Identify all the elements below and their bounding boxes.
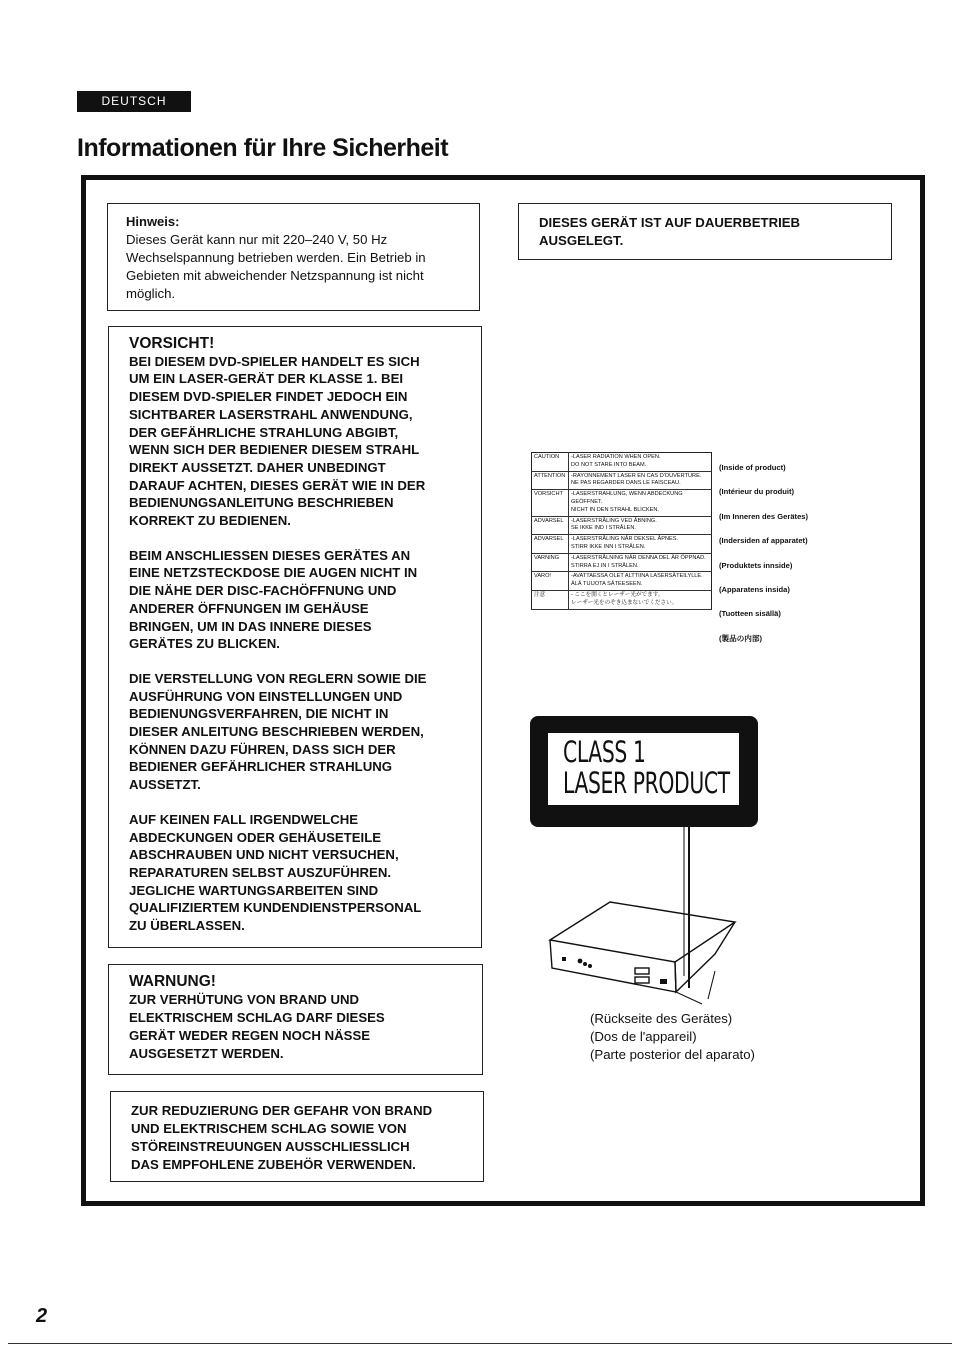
label-row: VORSICHT -LASERSTRAHLUNG, WENN ABDECKUNG GEÖFFNET. NICHT IN DEN STRAHL BLICKEN. [532,490,712,516]
label-row: VARNING -LASERSTRÅLNING NÄR DENNA DEL ÄR ÖPPNAD. STIRRA EJ IN I STRÅLEN. [532,553,712,572]
label-row: ATTENTION -RAYONNEMENT LASER EN CAS D'OUVERTURE. NE PAS REGARDER DANS LE FAISCEAU. [532,471,712,490]
hinweis-box [107,203,480,311]
hinweis-line: Dieses Gerät kann nur mit 220–240 V, 50 Hz [126,232,388,247]
vorsicht-paragraph: BEIM ANSCHLIESSEN DIESES GERÄTES AN EINE NETZSTECKDOSE DIE AUGEN NICHT IN DIE NÄHE DER DISC-FACHÖFFNUNG UND ANDERER ÖFFNUNGEN IM GEHÄUSE BRINGEN, UM IN DAS INNERE DIESES GERÄTES ZU BLICKEN. [129,547,418,652]
hinweis-line: möglich. [126,286,176,301]
dauerbetrieb-line: AUSGELEGT. [539,233,624,248]
vorsicht-heading: VORSICHT! [129,335,215,352]
caption-line: (Dos de l'appareil) [590,1029,697,1044]
warnung-line: AUSGESETZT WERDEN. [129,1046,284,1061]
laser-warning-label [531,452,712,610]
dauerbetrieb-box [518,203,892,260]
language-tag: DEUTSCH [77,91,191,112]
warnung-line: ZUR VERHÜTUNG VON BRAND UND [129,992,360,1007]
page-number: 2 [36,1305,48,1327]
label-note: (Apparatens insida) [719,585,790,595]
label-row: ADVARSEL -LASERSTRÅLING NÅR DEKSEL ÅPNES. STIRR IKKE INN I STRÅLEN. [532,535,712,554]
warnung-box [108,964,483,1075]
footer-rule [8,1343,952,1344]
label-row: CAUTION -LASER RADIATION WHEN OPEN. DO NOT STARE INTO BEAM. [532,453,712,472]
label-notes [719,456,808,651]
label-note: (Indersiden af apparatet) [719,536,808,546]
label-row: 注意 - ここを開くとレーザー光がでます。 レーザー光をのぞき込まないでください。 [532,590,712,609]
reduzierung-line: STÖREINSTREUUNGEN AUSSCHLIESSLICH [131,1139,410,1154]
warnung-line: GERÄT WEDER REGEN NOCH NÄSSE [129,1028,371,1043]
caption-line: (Rückseite des Gerätes) [590,1011,733,1026]
warnung-line: ELEKTRISCHEM SCHLAG DARF DIESES [129,1010,385,1025]
reduzierung-line: ZUR REDUZIERUNG DER GEFAHR VON BRAND [131,1103,433,1118]
vorsicht-paragraph: AUF KEINEN FALL IRGENDWELCHE ABDECKUNGEN ODER GEHÄUSETEILE ABSCHRAUBEN UND NICHT VERSUCHEN, REPARATUREN SELBST AUSZUFÜHREN. JEGLICHE WARTUNGSARBEITEN SIND QUALIFIZIERTEM KUNDENDIENSTPERSONAL ZU ÜBERLASSEN. [129,811,422,934]
hinweis-line: Wechselspannung betrieben werden. Ein Betrieb in [126,250,426,265]
hinweis-heading: Hinweis: [126,214,180,229]
figure-caption [590,1010,755,1064]
warnung-heading: WARNUNG! [129,973,216,990]
reduzierung-box [110,1091,484,1182]
caption-line: (Parte posterior del aparato) [590,1047,755,1062]
label-row: ADVARSEL -LASERSTRÅLING VED ÅBNING. SE IKKE IND I STRÅLEN. [532,516,712,535]
label-row: VARO! -AVATTAESSA OLET ALTTIINA LASERSÄTEILYLLE. ÄLÄ TUIJOTA SÄTEESEEN. [532,572,712,591]
dauerbetrieb-line: DIESES GERÄT IST AUF DAUERBETRIEB [539,215,801,230]
label-note: (Inside of product) [719,463,786,472]
label-note: (Produktets innside) [719,560,793,570]
vorsicht-paragraph: DIE VERSTELLUNG VON REGLERN SOWIE DIE AUSFÜHRUNG VON EINSTELLUNGEN UND BEDIENUNGSVERFAHREN, DIE NICHT IN DIESER ANLEITUNG BESCHRIEBEN WERDEN, KÖNNEN DAZU FÜHREN, DASS SICH DER BEDIENER GEFÄHRLICHER STRAHLUNG AUSSETZT. [129,670,427,793]
label-note: (Intérieur du produit) [719,487,795,497]
hinweis-line: Gebieten mit abweichender Netzspannung ist nicht [126,268,424,283]
class-plate-line: LASER PRODUCT [563,766,730,800]
class-1-laser-plate [530,716,758,827]
page-title: Informationen für Ihre Sicherheit [77,134,449,162]
class-plate-line: CLASS 1 [563,735,646,769]
label-note: (Im Inneren des Gerätes) [719,511,809,521]
vorsicht-box [108,326,482,948]
vorsicht-paragraph: BEI DIESEM DVD-SPIELER HANDELT ES SICH UM EIN LASER-GERÄT DER KLASSE 1. BEI DIESEM DVD-SPIELER FINDET JEDOCH EIN SICHTBARER LASERSTRAHL ANWENDUNG, DER GEFÄHRLICHE STRAHLUNG ABGIBT, WENN SICH DER BEDIENER DIESEM STRAHL DIREKT AUSSETZT. DAHER UNBEDINGT DARAUF ACHTEN, DIESES GERÄT WIE IN DER BEDIENUNGSANLEITUNG BESCHRIEBEN KORREKT ZU BEDIENEN. [129,353,426,529]
label-note: (製品の内部) [719,633,763,643]
dvd-player-illustration [540,826,740,1006]
label-note: (Tuotteen sisällä) [719,609,781,619]
reduzierung-line: DAS EMPFOHLENE ZUBEHÖR VERWENDEN. [131,1157,416,1172]
reduzierung-line: UND ELEKTRISCHEM SCHLAG SOWIE VON [131,1121,407,1136]
